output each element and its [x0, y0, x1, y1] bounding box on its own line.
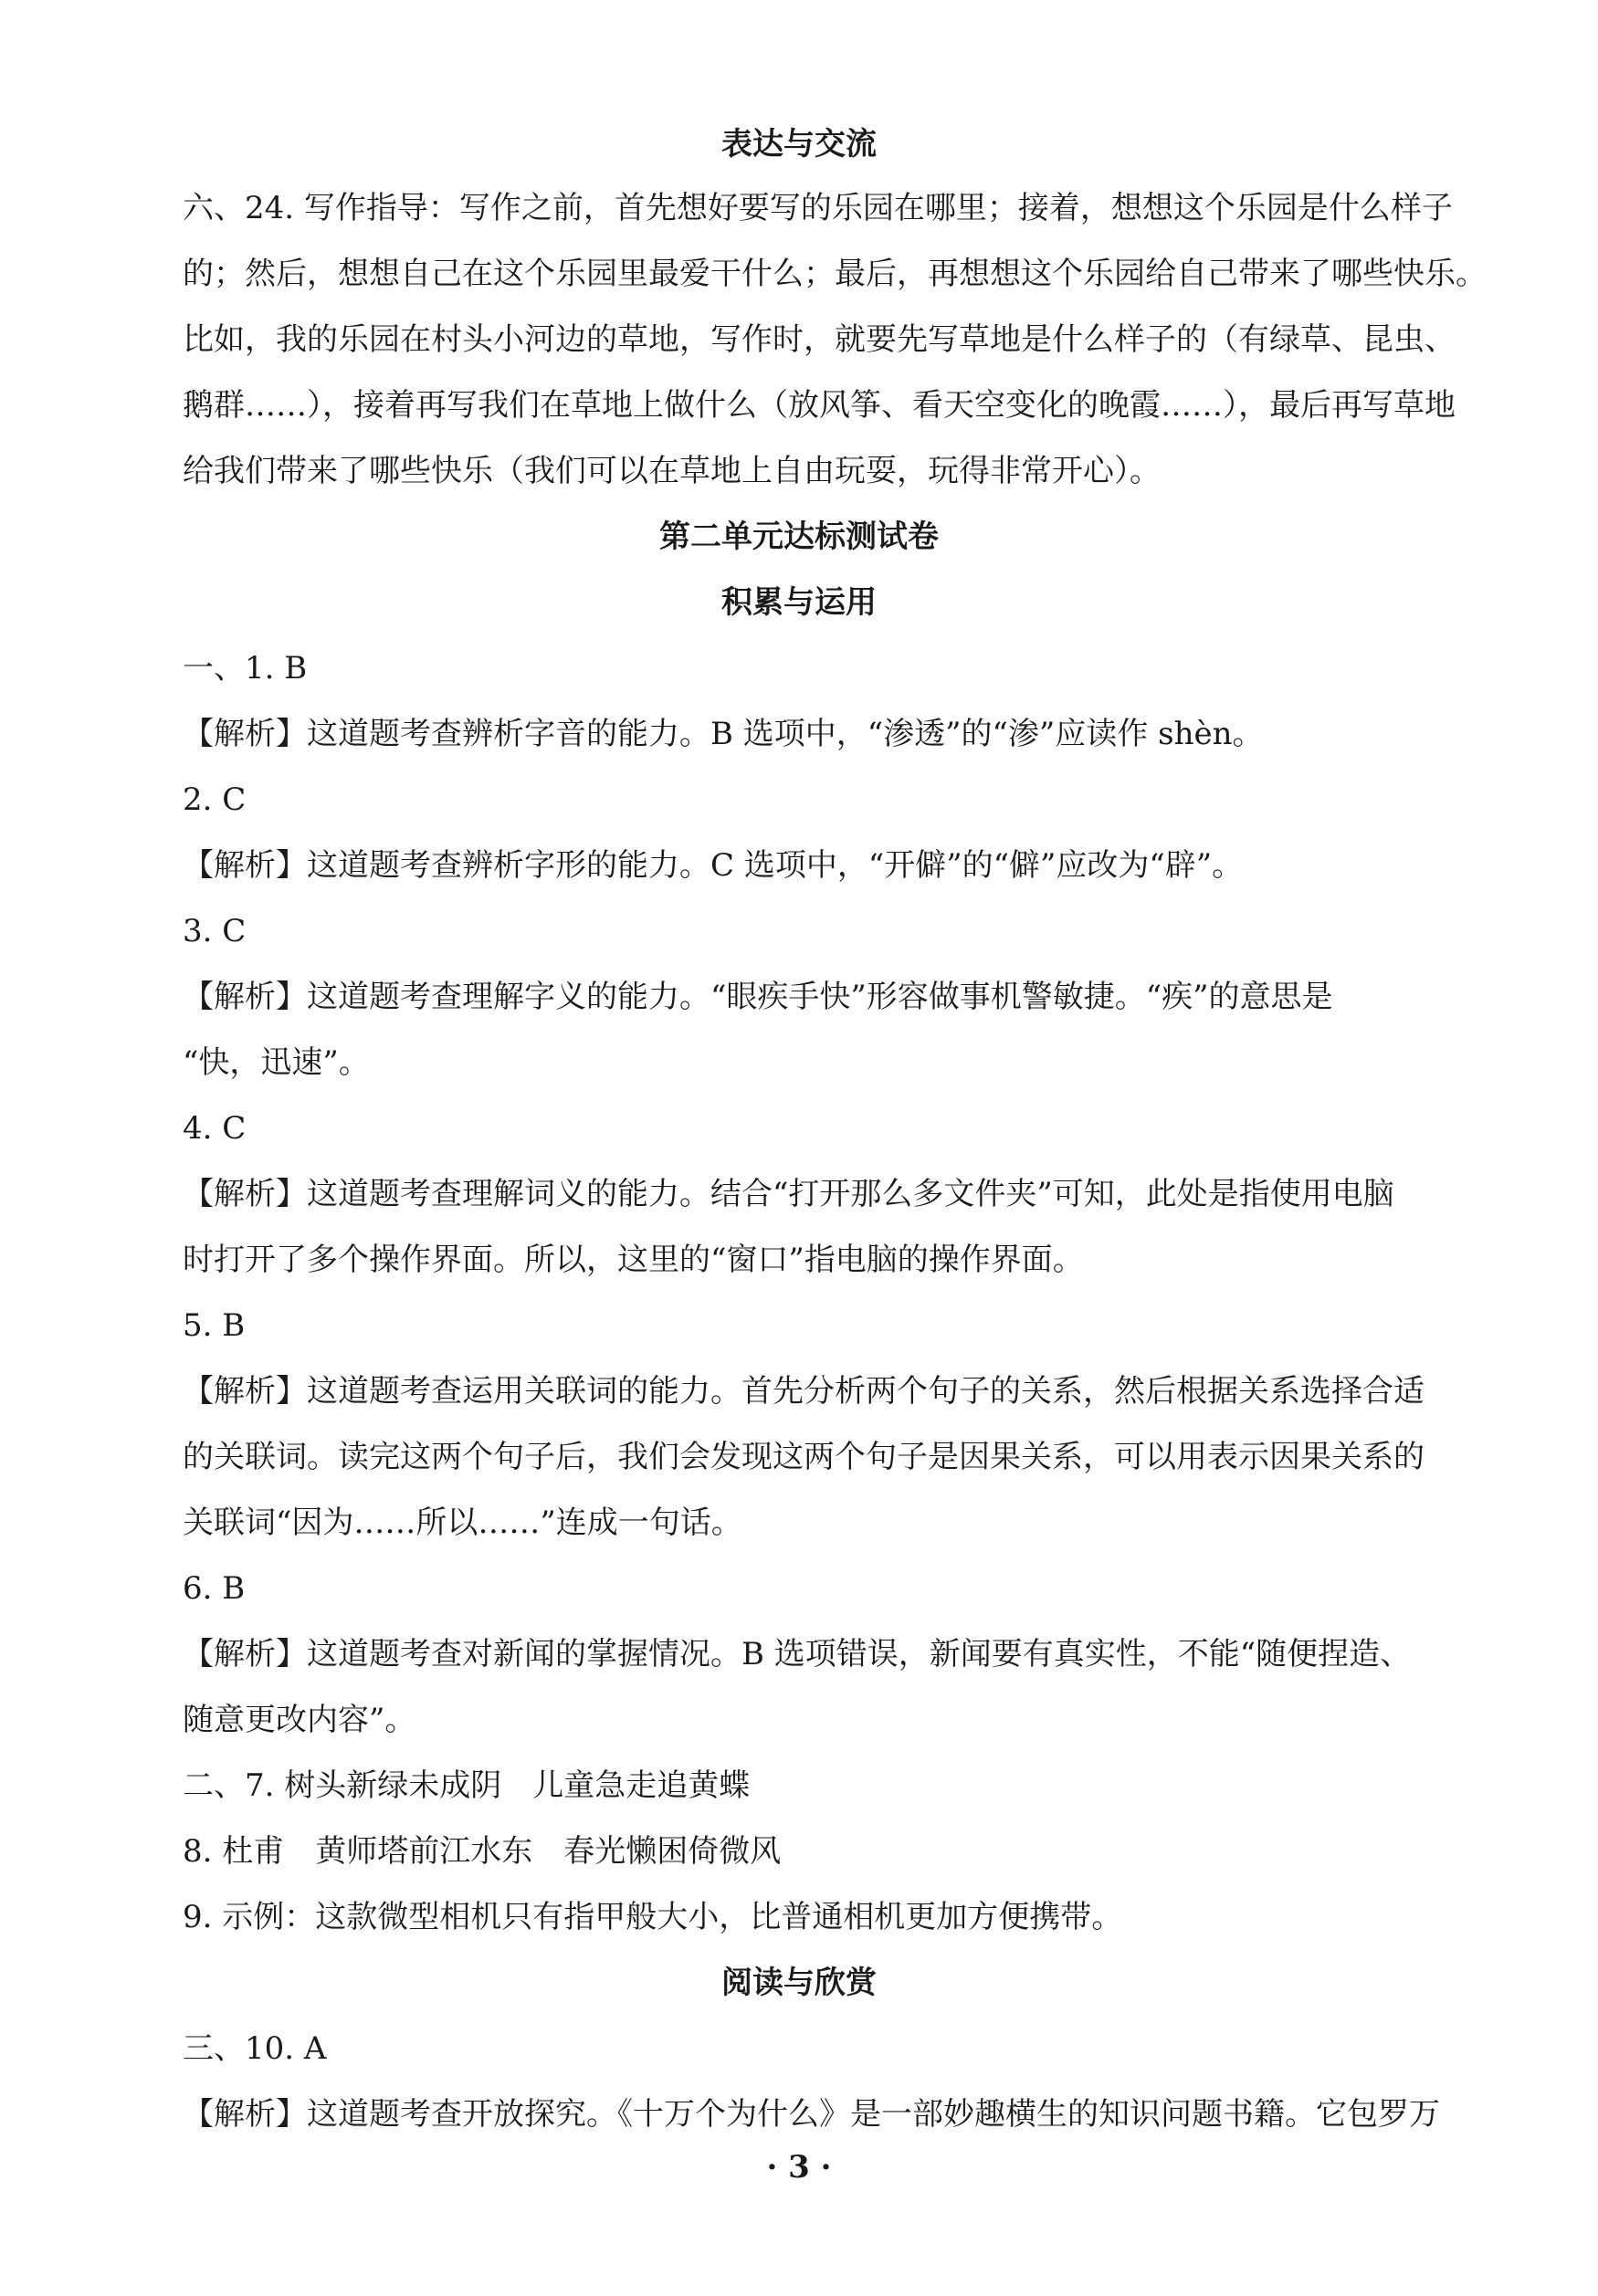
analysis-line: 【解析】这道题考查运用关联词的能力。首先分析两个句子的关系，然后根据关系选择合适	[183, 1373, 1425, 1410]
section-heading-accumulation: 积累与运用	[721, 584, 877, 621]
answer-line: 一、1. B	[183, 650, 308, 687]
analysis-line: 【解析】这道题考查对新闻的掌握情况。B 选项错误，新闻要有真实性，不能“随便捏造、	[183, 1636, 1412, 1672]
text-line: 鹅群……），接着再写我们在草地上做什么（放风筝、看天空变化的晚霞……），最后再写草地	[183, 387, 1456, 424]
page-number: · 3 ·	[766, 2149, 832, 2186]
answer-line: 3. C	[183, 913, 247, 949]
analysis-line: 随意更改内容”。	[183, 1702, 416, 1738]
answer-line: 9. 示例：这款微型相机只有指甲般大小，比普通相机更加方便携带。	[183, 1899, 1123, 1935]
answer-line: 三、10. A	[183, 2030, 327, 2067]
analysis-line: 【解析】这道题考查辨析字音的能力。B 选项中，“渗透”的“渗”应读作 shèn。	[183, 716, 1264, 752]
answer-line: 6. B	[183, 1570, 246, 1607]
answer-line: 8. 杜甫 黄师塔前江水东 春光懒困倚微风	[183, 1833, 782, 1870]
analysis-line: 【解析】这道题考查理解词义的能力。结合“打开那么多文件夹”可知，此处是指使用电脑	[183, 1176, 1394, 1212]
text-line: 六、24. 写作指导：写作之前，首先想好要写的乐园在哪里；接着，想想这个乐园是什么样子	[183, 190, 1453, 226]
analysis-line: 【解析】这道题考查理解字义的能力。“眼疾手快”形容做事机警敏捷。“疾”的意思是	[183, 979, 1333, 1015]
section-heading-reading: 阅读与欣赏	[721, 1965, 877, 2001]
analysis-line: 的关联词。读完这两个句子后，我们会发现这两个句子是因果关系，可以用表示因果关系的	[183, 1439, 1425, 1475]
answer-line: 2. C	[183, 781, 247, 818]
text-line: 给我们带来了哪些快乐（我们可以在草地上自由玩耍，玩得非常开心）。	[183, 453, 1161, 489]
section-heading-expression: 表达与交流	[721, 126, 877, 163]
text-line: 的；然后，想想自己在这个乐园里最爱干什么；最后，再想想这个乐园给自己带来了哪些快乐。	[183, 256, 1487, 292]
test-title: 第二单元达标测试卷	[659, 519, 939, 555]
answer-line: 二、7. 树头新绿未成阴 儿童急走追黄蝶	[183, 1767, 751, 1804]
analysis-line: 【解析】这道题考查开放探究。《十万个为什么》是一部妙趣横生的知识问题书籍。它包罗万	[183, 2096, 1440, 2133]
analysis-line: 【解析】这道题考查辨析字形的能力。C 选项中，“开僻”的“僻”应改为“辟”。	[183, 847, 1244, 884]
analysis-line: 关联词“因为……所以……”连成一句话。	[183, 1504, 742, 1541]
text-line: 比如，我的乐园在村头小河边的草地，写作时，就要先写草地是什么样子的（有绿草、昆虫、	[183, 321, 1456, 358]
answer-line: 4. C	[183, 1110, 247, 1147]
analysis-line: 时打开了多个操作界面。所以，这里的“窗口”指电脑的操作界面。	[183, 1242, 1084, 1278]
analysis-line: “快，迅速”。	[183, 1044, 370, 1081]
answer-line: 5. B	[183, 1307, 246, 1344]
